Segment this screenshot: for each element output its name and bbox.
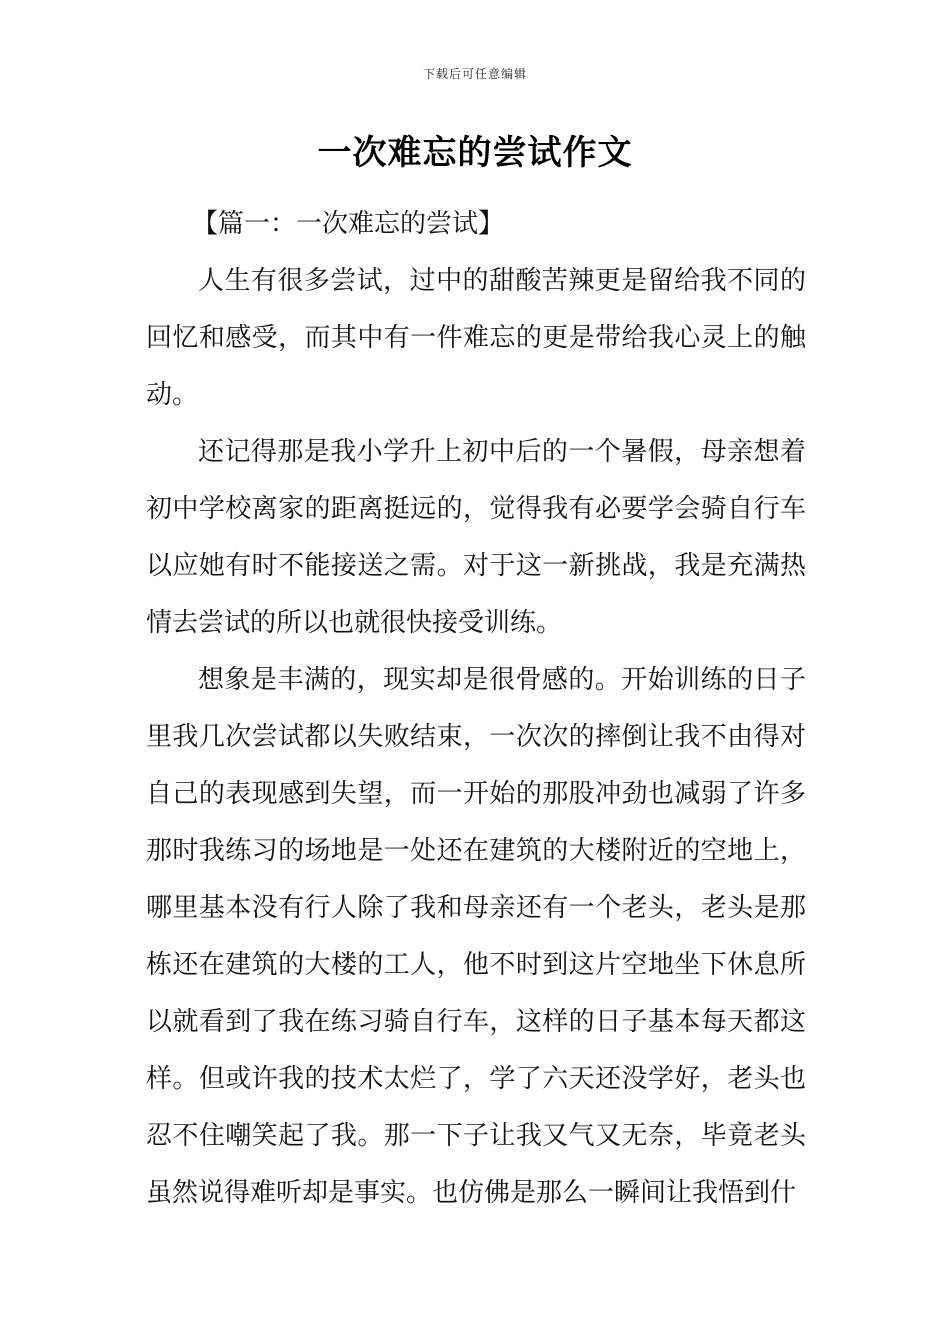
paragraph-1: 人生有很多尝试，过中的甜酸苦辣更是留给我不同的回忆和感受，而其中有一件难忘的更是带给我心灵上的触动。 bbox=[146, 266, 806, 410]
paragraph-2: 还记得那是我小学升上初中后的一个暑假，母亲想着初中学校离家的距离挺远的，觉得我有必要学会骑自行车以应她有时不能接送之需。对于这一新挑战，我是充满热情去尝试的所以也就很快接受训练。 bbox=[146, 437, 806, 638]
document-body bbox=[146, 196, 806, 1222]
paragraph-3: 想象是丰满的，现实却是很骨感的。开始训练的日子里我几次尝试都以失败结束，一次次的摔倒让我不由得对自己的表现感到失望，而一开始的那股冲劲也减弱了许多那时我练习的场地是一处还在建筑的大楼附近的空地上，哪里基本没有行人除了我和母亲还有一个老头，老头是那栋还在建筑的大楼的工人，他不时到这片空地坐下休息所以就看到了我在练习骑自行车，这样的日子基本每天都这样。但或许我的技术太烂了，学了六天还没学好，老头也忍不住嘲笑起了我。那一下子让我又气又无奈，毕竟老头虽然说得难听却是事实。也仿佛是那么一瞬间让我悟到什 bbox=[146, 665, 806, 1208]
header-note: 下载后可任意编辑 bbox=[422, 67, 527, 81]
document-title: 一次难忘的尝试作文 bbox=[317, 133, 633, 173]
section-heading: 【篇一：一次难忘的尝试】 bbox=[192, 209, 505, 239]
